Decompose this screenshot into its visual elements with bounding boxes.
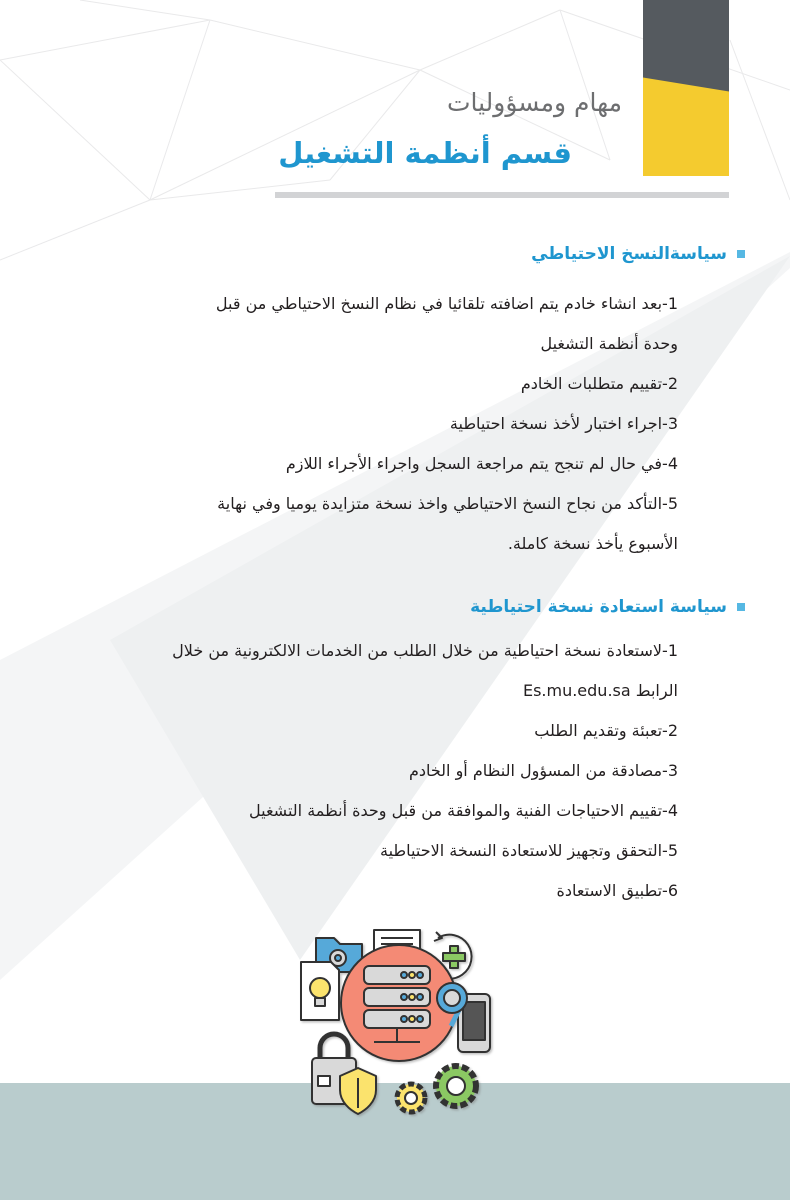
list-item: 5-التأكد من نجاح النسخ الاحتياطي واخذ نسخة متزايدة يوميا وفي نهاية: [217, 494, 678, 513]
list-item: 4-تقييم الاحتياجات الفنية والموافقة من قبل وحدة أنظمة التشغيل: [249, 801, 678, 820]
list-item: 3-اجراء اختبار لأخذ نسخة احتياطية: [449, 414, 678, 433]
square-bullet-icon: [737, 603, 745, 611]
backup-policy-list: [216, 284, 678, 564]
page-kicker: مهام ومسؤوليات: [446, 88, 622, 117]
lightbulb-doc-icon: [301, 962, 339, 1020]
list-item: 3-مصادقة من المسؤول النظام أو الخادم: [408, 761, 678, 780]
restore-policy-list: [172, 631, 678, 911]
list-item: 2-تقييم متطلبات الخادم: [520, 374, 678, 393]
list-item: 6-تطبيق الاستعادة: [556, 881, 678, 900]
list-item: الرابط Es.mu.edu.sa: [522, 681, 678, 700]
section-heading-backup: [531, 244, 745, 264]
section-heading-restore: [470, 597, 745, 617]
square-bullet-icon: [737, 250, 745, 258]
list-item: 2-تعبئة وتقديم الطلب: [534, 721, 678, 740]
list-item: الأسبوع يأخذ نسخة كاملة.: [507, 534, 678, 553]
title-underline: [275, 192, 729, 198]
section-heading-text: سياسةالنسخ الاحتياطي: [531, 244, 727, 264]
list-item: 1-لاستعادة نسخة احتياطية من خلال الطلب من الخدمات الالكترونية من خلال: [172, 641, 678, 660]
gears-icon: [397, 1066, 476, 1112]
list-item: وحدة أنظمة التشغيل: [540, 334, 678, 353]
section-heading-text: سياسة استعادة نسخة احتياطية: [470, 597, 727, 617]
list-item: 1-بعد انشاء خادم يتم اضافته تلقائيا في نظام النسخ الاحتياطي من قبل: [215, 294, 678, 313]
server-illustration: [296, 918, 502, 1124]
list-item: 4-في حال لم تنجح يتم مراجعة السجل واجراء الأجراء اللازم: [285, 454, 678, 473]
shield-icon: [340, 1068, 376, 1114]
page-title: قسم أنظمة التشغيل: [278, 136, 572, 170]
list-item: 5-التحقق وتجهيز للاستعادة النسخة الاحتياطية: [380, 841, 678, 860]
